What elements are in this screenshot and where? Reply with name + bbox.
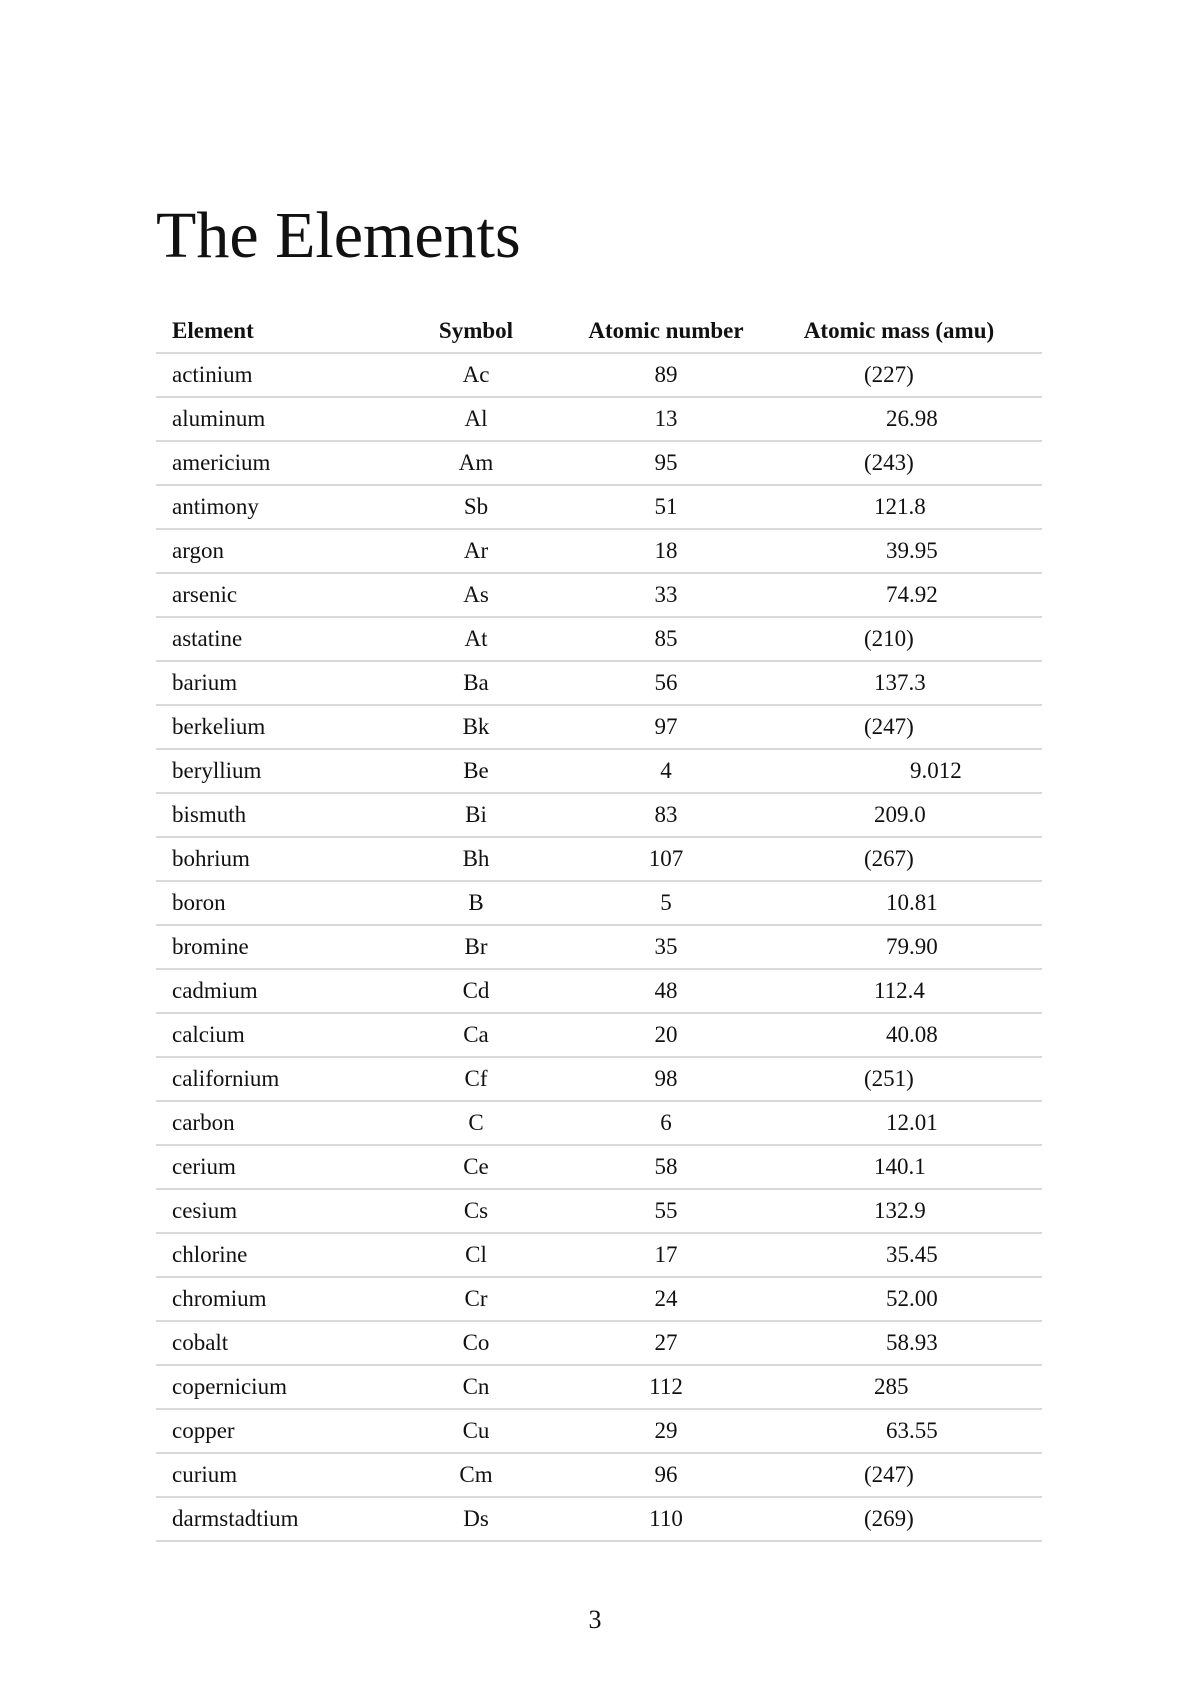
cell-symbol: Bi bbox=[376, 793, 576, 837]
table-row bbox=[156, 1057, 1042, 1101]
cell-element: calcium bbox=[156, 1013, 376, 1057]
cell-atomic-mass bbox=[756, 1233, 1042, 1277]
cell-atomic-mass bbox=[756, 969, 1042, 1013]
atomic-mass-value: 52.00 bbox=[886, 1286, 938, 1311]
atomic-mass-value: 137.3 bbox=[874, 670, 926, 695]
atomic-mass-value: 132.9 bbox=[874, 1198, 926, 1223]
atomic-mass-value: 40.08 bbox=[886, 1022, 938, 1047]
cell-atomic-number: 29 bbox=[576, 1409, 756, 1453]
cell-atomic-mass bbox=[756, 441, 1042, 485]
table-row bbox=[156, 837, 1042, 881]
cell-atomic-number: 5 bbox=[576, 881, 756, 925]
cell-atomic-number: 96 bbox=[576, 1453, 756, 1497]
cell-atomic-mass bbox=[756, 1189, 1042, 1233]
atomic-mass-value: 121.8 bbox=[874, 494, 926, 519]
cell-atomic-number: 58 bbox=[576, 1145, 756, 1189]
atomic-mass-value: 112.4 bbox=[874, 978, 925, 1003]
table-header bbox=[156, 310, 1042, 353]
cell-element: actinium bbox=[156, 353, 376, 397]
atomic-mass-value: 79.90 bbox=[886, 934, 938, 959]
cell-atomic-number: 4 bbox=[576, 749, 756, 793]
cell-atomic-mass bbox=[756, 573, 1042, 617]
cell-atomic-number: 110 bbox=[576, 1497, 756, 1541]
table-row bbox=[156, 1321, 1042, 1365]
atomic-mass-value: 10.81 bbox=[886, 890, 938, 915]
cell-symbol: Co bbox=[376, 1321, 576, 1365]
cell-atomic-mass bbox=[756, 661, 1042, 705]
cell-symbol: Al bbox=[376, 397, 576, 441]
cell-atomic-mass bbox=[756, 881, 1042, 925]
cell-element: darmstadtium bbox=[156, 1497, 376, 1541]
table-body bbox=[156, 353, 1042, 1541]
cell-atomic-number: 95 bbox=[576, 441, 756, 485]
cell-atomic-number: 48 bbox=[576, 969, 756, 1013]
cell-atomic-number: 112 bbox=[576, 1365, 756, 1409]
cell-atomic-number: 51 bbox=[576, 485, 756, 529]
table-row bbox=[156, 661, 1042, 705]
atomic-mass-value: 35.45 bbox=[886, 1242, 938, 1267]
cell-symbol: At bbox=[376, 617, 576, 661]
table-row bbox=[156, 1189, 1042, 1233]
atomic-mass-value: (267) bbox=[864, 846, 914, 871]
cell-element: cobalt bbox=[156, 1321, 376, 1365]
atomic-mass-value: (243) bbox=[864, 450, 914, 475]
cell-symbol: Ca bbox=[376, 1013, 576, 1057]
table-row bbox=[156, 969, 1042, 1013]
cell-atomic-mass bbox=[756, 353, 1042, 397]
cell-atomic-mass bbox=[756, 1277, 1042, 1321]
table-row bbox=[156, 617, 1042, 661]
cell-element: americium bbox=[156, 441, 376, 485]
cell-element: boron bbox=[156, 881, 376, 925]
table-row bbox=[156, 1497, 1042, 1541]
cell-element: curium bbox=[156, 1453, 376, 1497]
cell-element: cesium bbox=[156, 1189, 376, 1233]
cell-symbol: Cs bbox=[376, 1189, 576, 1233]
cell-symbol: As bbox=[376, 573, 576, 617]
cell-atomic-mass bbox=[756, 1497, 1042, 1541]
table-row bbox=[156, 1365, 1042, 1409]
header-atomic-number: Atomic number bbox=[576, 310, 756, 353]
cell-atomic-number: 107 bbox=[576, 837, 756, 881]
table-row bbox=[156, 573, 1042, 617]
cell-atomic-mass bbox=[756, 837, 1042, 881]
atomic-mass-value: 9.012 bbox=[910, 758, 962, 783]
cell-atomic-number: 17 bbox=[576, 1233, 756, 1277]
cell-symbol: Am bbox=[376, 441, 576, 485]
cell-symbol: Ce bbox=[376, 1145, 576, 1189]
cell-atomic-mass bbox=[756, 1365, 1042, 1409]
cell-element: argon bbox=[156, 529, 376, 573]
cell-element: carbon bbox=[156, 1101, 376, 1145]
cell-atomic-mass bbox=[756, 1145, 1042, 1189]
cell-atomic-number: 83 bbox=[576, 793, 756, 837]
cell-symbol: Ba bbox=[376, 661, 576, 705]
cell-atomic-mass bbox=[756, 397, 1042, 441]
atomic-mass-value: (210) bbox=[864, 626, 914, 651]
header-atomic-mass: Atomic mass (amu) bbox=[756, 310, 1042, 353]
cell-symbol: Bk bbox=[376, 705, 576, 749]
cell-symbol: Cu bbox=[376, 1409, 576, 1453]
cell-symbol: Be bbox=[376, 749, 576, 793]
header-element: Element bbox=[156, 310, 376, 353]
atomic-mass-value: 39.95 bbox=[886, 538, 938, 563]
cell-element: chlorine bbox=[156, 1233, 376, 1277]
cell-atomic-mass bbox=[756, 529, 1042, 573]
table-row bbox=[156, 1101, 1042, 1145]
table-row bbox=[156, 1277, 1042, 1321]
cell-symbol: Cf bbox=[376, 1057, 576, 1101]
cell-atomic-number: 18 bbox=[576, 529, 756, 573]
cell-atomic-number: 98 bbox=[576, 1057, 756, 1101]
cell-symbol: Cr bbox=[376, 1277, 576, 1321]
header-symbol: Symbol bbox=[376, 310, 576, 353]
atomic-mass-value: (247) bbox=[864, 714, 914, 739]
cell-element: chromium bbox=[156, 1277, 376, 1321]
elements-table bbox=[156, 310, 1042, 1542]
cell-element: berkelium bbox=[156, 705, 376, 749]
atomic-mass-value: 58.93 bbox=[886, 1330, 938, 1355]
cell-element: copernicium bbox=[156, 1365, 376, 1409]
cell-symbol: Cl bbox=[376, 1233, 576, 1277]
page-number: 3 bbox=[588, 1605, 602, 1634]
cell-symbol: Ar bbox=[376, 529, 576, 573]
cell-element: cerium bbox=[156, 1145, 376, 1189]
cell-atomic-mass bbox=[756, 1101, 1042, 1145]
table-row bbox=[156, 1409, 1042, 1453]
cell-atomic-number: 33 bbox=[576, 573, 756, 617]
cell-atomic-number: 55 bbox=[576, 1189, 756, 1233]
cell-symbol: Cd bbox=[376, 969, 576, 1013]
cell-element: bismuth bbox=[156, 793, 376, 837]
atomic-mass-value: 12.01 bbox=[886, 1110, 938, 1135]
atomic-mass-value: (247) bbox=[864, 1462, 914, 1487]
cell-atomic-number: 85 bbox=[576, 617, 756, 661]
cell-symbol: Cm bbox=[376, 1453, 576, 1497]
cell-atomic-number: 35 bbox=[576, 925, 756, 969]
cell-atomic-number: 89 bbox=[576, 353, 756, 397]
cell-symbol: Br bbox=[376, 925, 576, 969]
cell-atomic-mass bbox=[756, 1057, 1042, 1101]
cell-atomic-mass bbox=[756, 1453, 1042, 1497]
cell-element: antimony bbox=[156, 485, 376, 529]
cell-atomic-number: 24 bbox=[576, 1277, 756, 1321]
cell-atomic-number: 27 bbox=[576, 1321, 756, 1365]
table-row bbox=[156, 441, 1042, 485]
table-row bbox=[156, 881, 1042, 925]
table-row bbox=[156, 1013, 1042, 1057]
atomic-mass-value: (251) bbox=[864, 1066, 914, 1091]
atomic-mass-value: 285 bbox=[874, 1374, 909, 1399]
cell-element: arsenic bbox=[156, 573, 376, 617]
cell-atomic-number: 97 bbox=[576, 705, 756, 749]
table-row bbox=[156, 485, 1042, 529]
cell-atomic-mass bbox=[756, 705, 1042, 749]
cell-element: bromine bbox=[156, 925, 376, 969]
atomic-mass-value: 74.92 bbox=[886, 582, 938, 607]
cell-atomic-number: 56 bbox=[576, 661, 756, 705]
table-row bbox=[156, 793, 1042, 837]
cell-symbol: Ds bbox=[376, 1497, 576, 1541]
cell-atomic-number: 13 bbox=[576, 397, 756, 441]
atomic-mass-value: 140.1 bbox=[874, 1154, 926, 1179]
table-row bbox=[156, 397, 1042, 441]
atomic-mass-value: (227) bbox=[864, 362, 914, 387]
cell-atomic-mass bbox=[756, 1013, 1042, 1057]
cell-symbol: Cn bbox=[376, 1365, 576, 1409]
cell-element: cadmium bbox=[156, 969, 376, 1013]
table-row bbox=[156, 1145, 1042, 1189]
cell-atomic-mass bbox=[756, 749, 1042, 793]
cell-atomic-mass bbox=[756, 1409, 1042, 1453]
table-row bbox=[156, 1453, 1042, 1497]
cell-symbol: B bbox=[376, 881, 576, 925]
cell-atomic-mass bbox=[756, 617, 1042, 661]
cell-symbol: Sb bbox=[376, 485, 576, 529]
table-row bbox=[156, 353, 1042, 397]
cell-element: bohrium bbox=[156, 837, 376, 881]
cell-element: californium bbox=[156, 1057, 376, 1101]
cell-symbol: Ac bbox=[376, 353, 576, 397]
atomic-mass-value: 26.98 bbox=[886, 406, 938, 431]
table-row bbox=[156, 925, 1042, 969]
cell-atomic-mass bbox=[756, 793, 1042, 837]
cell-symbol: Bh bbox=[376, 837, 576, 881]
cell-atomic-mass bbox=[756, 925, 1042, 969]
table-row bbox=[156, 1233, 1042, 1277]
cell-element: barium bbox=[156, 661, 376, 705]
cell-element: aluminum bbox=[156, 397, 376, 441]
atomic-mass-value: 209.0 bbox=[874, 802, 926, 827]
cell-atomic-number: 20 bbox=[576, 1013, 756, 1057]
cell-element: beryllium bbox=[156, 749, 376, 793]
cell-element: copper bbox=[156, 1409, 376, 1453]
table-row bbox=[156, 749, 1042, 793]
cell-symbol: C bbox=[376, 1101, 576, 1145]
cell-element: astatine bbox=[156, 617, 376, 661]
cell-atomic-number: 6 bbox=[576, 1101, 756, 1145]
cell-atomic-mass bbox=[756, 485, 1042, 529]
cell-atomic-mass bbox=[756, 1321, 1042, 1365]
atomic-mass-value: 63.55 bbox=[886, 1418, 938, 1443]
header-row bbox=[156, 310, 1042, 353]
table-row bbox=[156, 529, 1042, 573]
table-row bbox=[156, 705, 1042, 749]
atomic-mass-value: (269) bbox=[864, 1506, 914, 1531]
page-title: The Elements bbox=[156, 199, 521, 272]
